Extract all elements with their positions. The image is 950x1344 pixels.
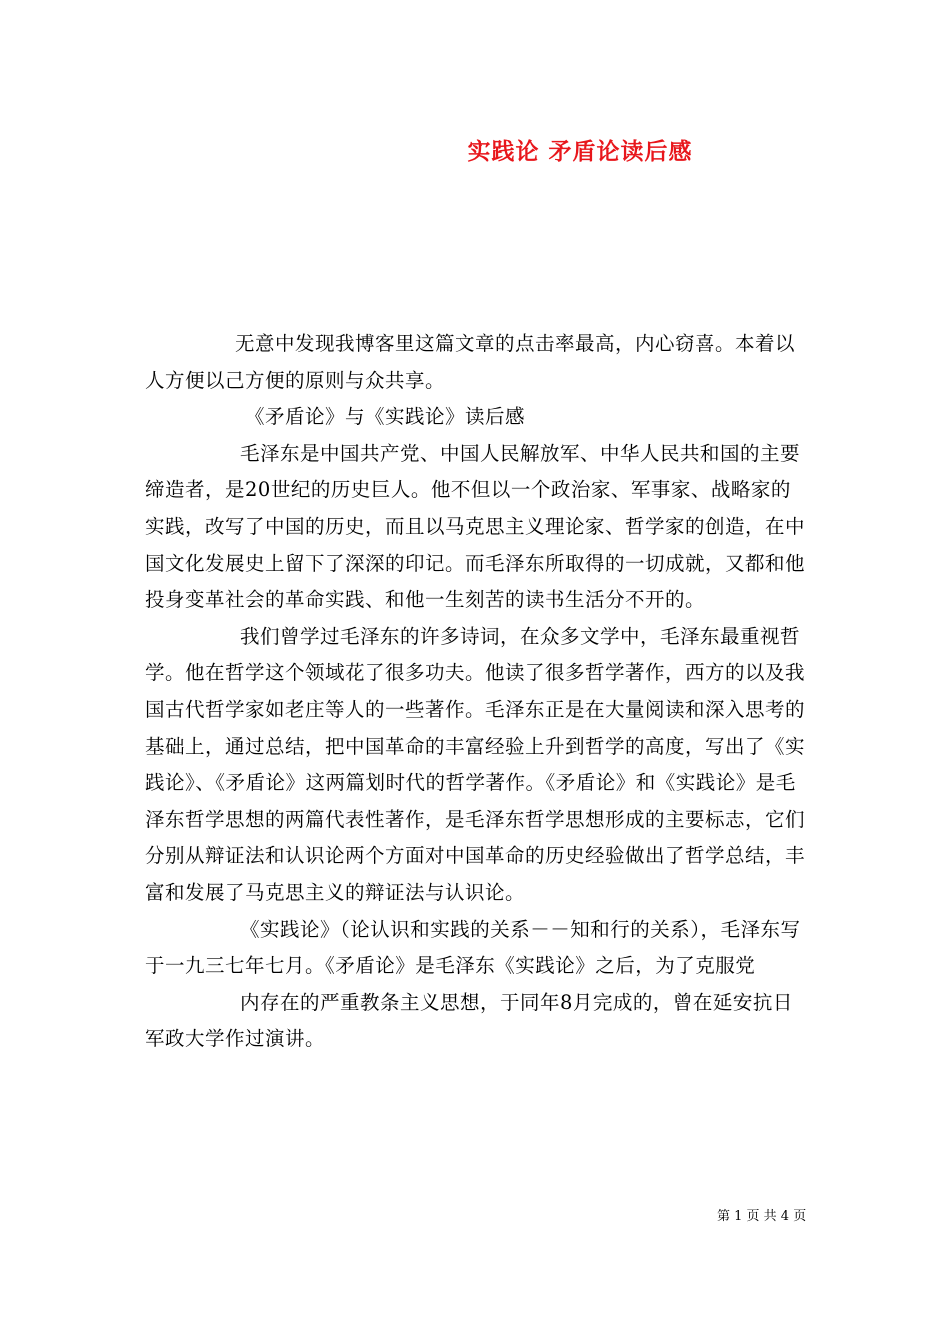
paragraph-mao-overview: 毛泽东是中国共产党、中国人民解放军、中华人民共和国的主要缔造者，是20世纪的历史巨人。他不但以一个政治家、军事家、战略家的实践，改写了中国的历史，而且以马克思主义理论家、哲学家的创造，在中国文化发展史上留下了深深的印记。而毛泽东所取得的一切成就，又都和他投身变革社会的革命实践、和他一生刻苦的读书生活分不开的。 xyxy=(145,441,806,612)
document-body xyxy=(145,326,810,1058)
paragraph-shijianlun: 《实践论》（论认识和实践的关系－－知和行的关系），毛泽东写于一九三七年七月。《矛盾论》是毛泽东《实践论》之后，为了克服党 xyxy=(145,917,801,978)
paragraph-intro: 无意中发现我博客里这篇文章的点击率最高，内心窃喜。本着以人方便以己方便的原则与众共享。 xyxy=(145,332,796,392)
paragraph-subtitle: 《矛盾论》与《实践论》读后感 xyxy=(245,405,526,429)
document-title: 实践论 矛盾论读后感 xyxy=(467,138,693,165)
paragraph-philosophy: 我们曾学过毛泽东的许多诗词，在众多文学中，毛泽东最重视哲学。他在哲学这个领域花了很多功夫。他读了很多哲学著作，西方的以及我国古代哲学家如老庄等人的一些著作。毛泽东正是在大量阅读和深入思考的基础上，通过总结，把中国革命的丰富经验上升到哲学的高度，写出了《实践论》、《矛盾论》这两篇划时代的哲学著作。《矛盾论》和《实践论》是毛泽东哲学思想的两篇代表性著作，是毛泽东哲学思想形成的主要标志，它们分别从辩证法和认识论两个方面对中国革命的历史经验做出了哲学总结，丰富和发展了马克思主义的辩证法与认识论。 xyxy=(145,624,806,904)
page-indicator: 第 1 页 共 4 页 xyxy=(717,1209,807,1224)
paragraph-maodunlun: 内存在的严重教条主义思想，于同年8月完成的，曾在延安抗日军政大学作过演讲。 xyxy=(145,990,793,1051)
